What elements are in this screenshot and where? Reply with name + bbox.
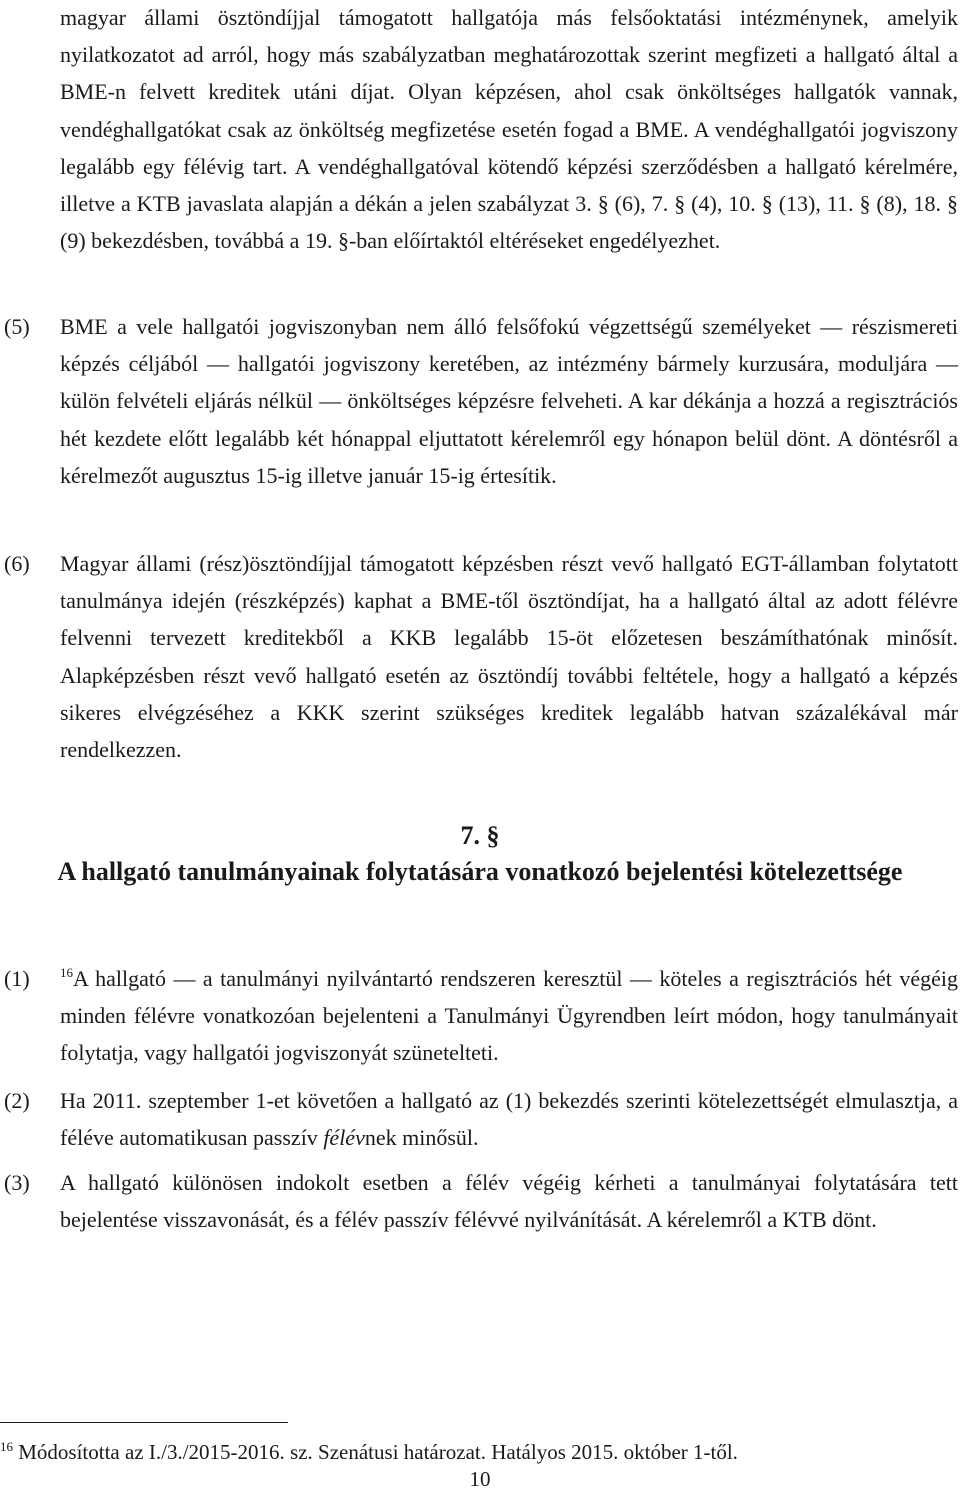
section-paragraph-2-text bbox=[60, 1082, 958, 1156]
page-number: 10 bbox=[469, 1467, 491, 1491]
section-paragraph-2-body-end: nek minősül. bbox=[364, 1125, 479, 1151]
footnote-number: 16 bbox=[0, 1439, 13, 1454]
footnote-text: Módosította az I./3./2015-2016. sz. Szenátusi határozat. Hatályos 2015. október 1-től. bbox=[18, 1440, 738, 1464]
section-paragraph-3-text: A hallgató különösen indokolt esetben a félév végéig kérheti a tanulmányai folytatására tett bejelentése visszavonását, és a félév passzív félévvé nyilvánítását. A kérelemről a KTB dönt. bbox=[60, 1170, 958, 1233]
section-paragraph-2-body-start: Ha 2011. szeptember 1-et követően a hallgató az (1) bekezdés szerinti kötelezettségét elmulasztja, a féléve automatikusan passzív bbox=[60, 1088, 958, 1151]
section-paragraph-1-text bbox=[60, 960, 958, 1072]
section-title: A hallgató tanulmányainak folytatására vonatkozó bejelentési kötelezettsége bbox=[57, 857, 903, 886]
section-paragraph-1-body: A hallgató — a tanulmányi nyilvántartó rendszeren keresztül — köteles a regisztrációs hét végéig minden félévre vonatkozóan bejelenteni a Tanulmányi Ügyrendben leírt módon, hogy tanulmányait folytatja, vagy hallgatói jogviszonyát szünetelteti. bbox=[60, 966, 958, 1066]
section-number: 7. § bbox=[460, 821, 500, 850]
section-paragraph-1-number: (1) bbox=[4, 966, 30, 991]
paragraph-5-number: (5) bbox=[4, 314, 30, 339]
paragraph-6-number: (6) bbox=[4, 551, 30, 576]
footnote-separator bbox=[0, 1422, 288, 1423]
section-paragraph-2-italic: félév bbox=[323, 1125, 365, 1151]
paragraph-4-continuation: magyar állami ösztöndíjjal támogatott hallgatója más felsőoktatási intézménynek, amelyik nyilatkozatot ad arról, hogy más szabályzatban meghatározottak szerint megfizeti a hallgató által a BME-n felvett kreditek utáni díjat. Olyan képzésen, ahol csak önköltséges hallgatók vannak, vendéghallgatókat csak az önköltség megfizetése esetén fogad a BME. A vendéghallgatói jogviszony legalább egy félévig tart. A vendéghallgatóval kötendő képzési szerződésben a hallgató kérelmére, illetve a KTB javaslata alapján a dékán a jelen szabályzat 3. § (6), 7. § (4), 10. § (13), 11. § (8), 18. § (9) bekezdésben, továbbá a 19. §-ban előírtaktól eltéréseket engedélyezhet. bbox=[60, 5, 958, 254]
footnote bbox=[0, 1437, 958, 1467]
section-paragraph-2-number: (2) bbox=[4, 1088, 30, 1113]
paragraph-5-text: BME a vele hallgatói jogviszonyban nem álló felsőfokú végzettségű személyeket — részismereti képzés céljából — hallgatói jogviszony keretében, az intézmény bármely kurzusára, moduljára — külön felvételi eljárás nélkül — önköltséges képzésre felveheti. A kar dékánja a hozzá a regisztrációs hét kezdete előtt legalább két hónappal eljuttatott kérelemről egy hónapon belül dönt. A döntésről a kérelmezőt augusztus 15-ig illetve január 15-ig értesítik. bbox=[60, 314, 958, 488]
paragraph-6-text: Magyar állami (rész)ösztöndíjjal támogatott képzésben részt vevő hallgató EGT-államban folytatott tanulmánya idején (részképzés) kaphat a BME-től ösztöndíjat, ha a hallgató által az adott félévre felvenni tervezett kreditekből a KKB legalább 15-öt előzetesen beszámíthatónak minősít. Alapképzésben részt vevő hallgató esetén az ösztöndíj további feltétele, hogy a hallgató a képzés sikeres elvégzéséhez a KKK szerint szükséges kreditek legalább hatvan százalékával már rendelkezzen. bbox=[60, 551, 958, 763]
footnote-reference: 16 bbox=[60, 965, 73, 980]
section-paragraph-3-number: (3) bbox=[4, 1170, 30, 1195]
